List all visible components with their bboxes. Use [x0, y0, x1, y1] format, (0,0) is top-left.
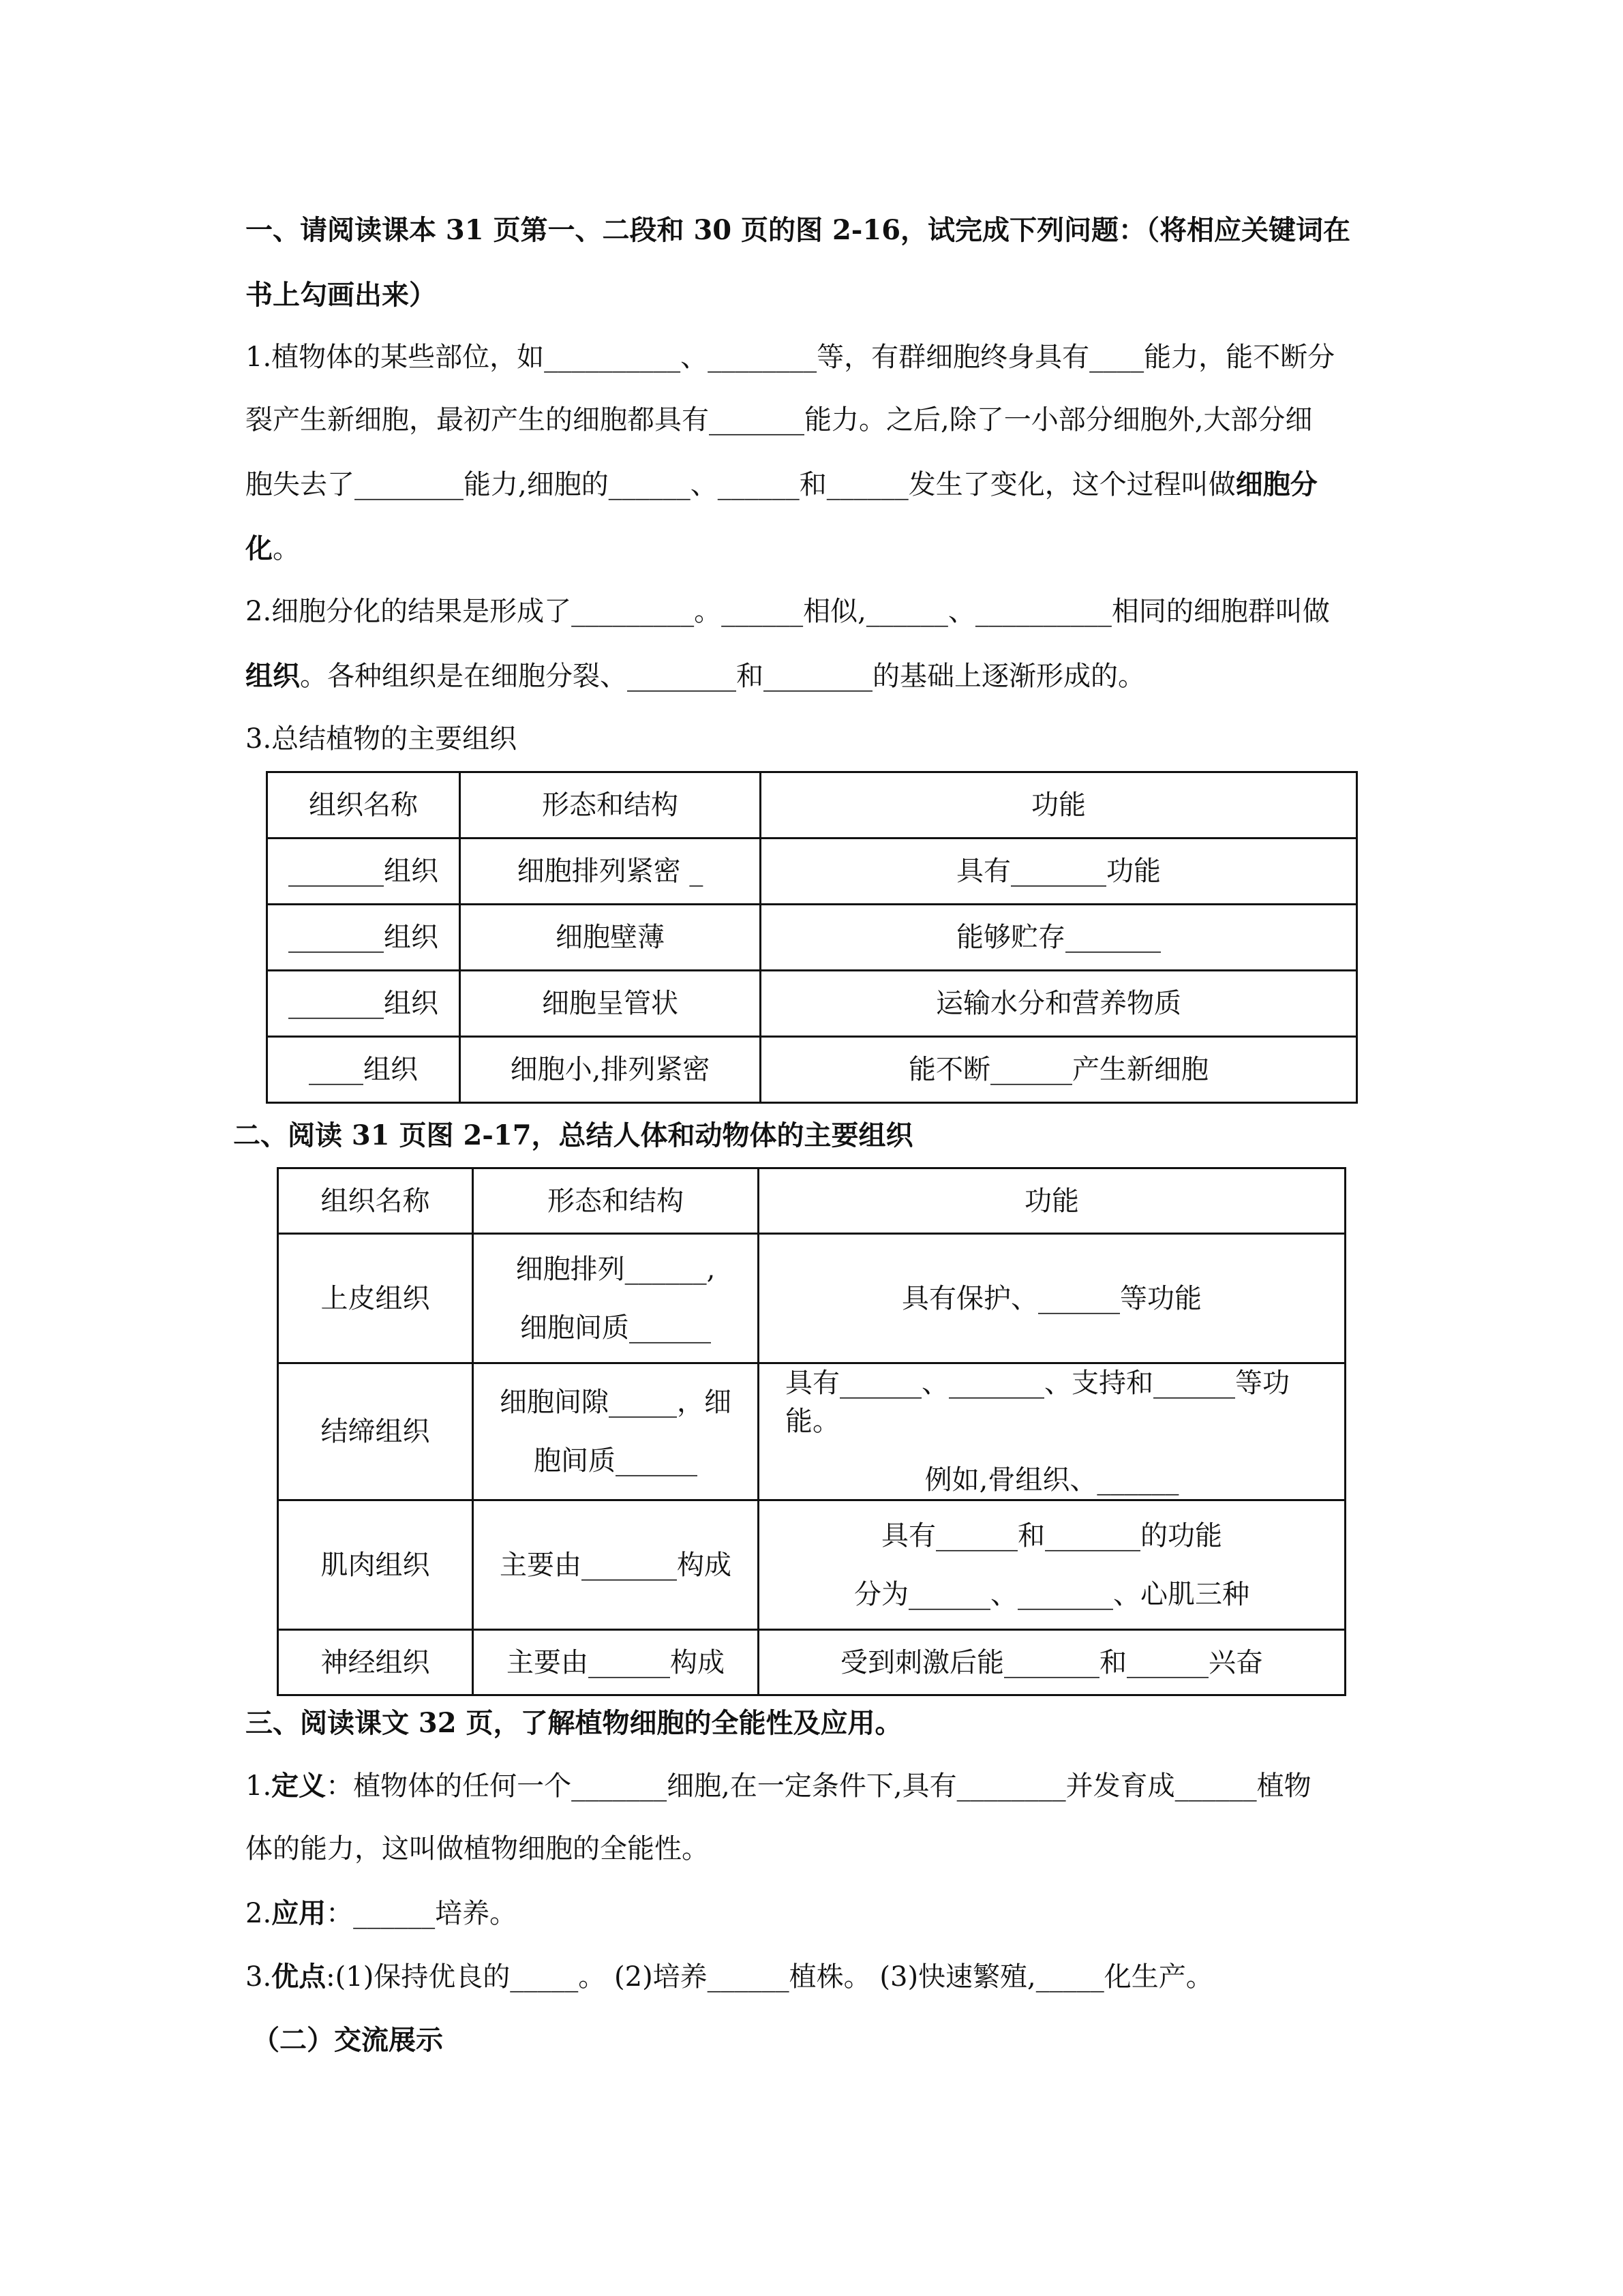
function-line1: 具有______、_______、支持和______等功能。 [785, 1368, 1290, 1437]
q1-line3-text: 胞失去了________能力,细胞的______、______和______发生了变化，这个过程叫做 [245, 469, 1236, 500]
q1-line1: 1.植物体的某些部位，如__________、________等，有群细胞终身具有____能力，能不断分 [245, 342, 1335, 373]
header-tissue-name: 组织名称 [278, 1168, 473, 1234]
form-structure-cell: 主要由_______构成 [473, 1500, 759, 1630]
table-row [278, 1363, 1346, 1500]
tissue-name-cell: _______组织 [267, 839, 460, 905]
table-row [267, 839, 1357, 905]
section2-heading: 二、阅读 31 页图 2-17，总结人体和动物体的主要组织 [233, 1119, 913, 1151]
table-row [278, 1630, 1346, 1695]
q2-line2 [245, 644, 1377, 709]
animal-tissue-table [277, 1167, 1346, 1696]
header-form-structure: 形态和结构 [460, 772, 761, 839]
function-line2: 分为______、_______、心肌三种 [854, 1578, 1249, 1610]
tissue-name-cell: 上皮组织 [278, 1234, 473, 1363]
header-function: 功能 [761, 772, 1357, 839]
definition-line2: 体的能力，这叫做植物细胞的全能性。 [245, 1833, 709, 1864]
form-structure-cell: 细胞呈管状 [460, 971, 761, 1037]
application-label: 应用 [271, 1897, 327, 1929]
table-row [278, 1234, 1346, 1363]
term-tissue: 组织 [245, 660, 300, 692]
form-line2: 胞间质______ [534, 1445, 697, 1477]
table-row [267, 971, 1357, 1037]
function-cell: 能够贮存_______ [761, 905, 1357, 971]
function-cell: 能不断______产生新细胞 [761, 1037, 1357, 1103]
form-structure-cell: 细胞排列紧密 _ [460, 839, 761, 905]
function-cell [759, 1363, 1346, 1500]
q1-line4 [245, 516, 1377, 581]
section3-heading: 三、阅读课文 32 页，了解植物细胞的全能性及应用。 [245, 1707, 902, 1739]
q1-line4-punct: 。 [273, 533, 300, 564]
plant-table-header [267, 772, 1357, 839]
header-form-structure: 形态和结构 [473, 1168, 759, 1234]
table-row [278, 1500, 1346, 1630]
tissue-name-cell: 肌肉组织 [278, 1500, 473, 1630]
advantages-text: :(1)保持优良的_____。 (2)培养______植株。 (3)快速繁殖,_____化生产。 [326, 1961, 1213, 1993]
tissue-name-cell: 神经组织 [278, 1630, 473, 1695]
definition-label: 定义 [271, 1770, 327, 1802]
application-number: 2. [245, 1898, 272, 1929]
section1-heading-line1: 一、请阅读课本 31 页第一、二段和 30 页的图 2-16，试完成下列问题：（将相应关键词在 [245, 214, 1351, 246]
form-structure-cell: 细胞壁薄 [460, 905, 761, 971]
application-text: ：______培养。 [326, 1898, 517, 1929]
advantages-line [245, 1944, 1377, 2010]
section4-heading: （二）交流展示 [252, 2024, 443, 2056]
form-structure-cell: 主要由______构成 [473, 1630, 759, 1695]
q3-line: 3.总结植物的主要组织 [245, 723, 517, 755]
function-cell: 具有_______功能 [761, 839, 1357, 905]
header-tissue-name: 组织名称 [267, 772, 460, 839]
tissue-name-cell: _______组织 [267, 905, 460, 971]
definition-number: 1. [245, 1770, 272, 1802]
table-row [267, 905, 1357, 971]
form-line1: 细胞间隙_____，细 [500, 1387, 731, 1418]
form-structure-cell: 细胞小,排列紧密 [460, 1037, 761, 1103]
form-line1: 细胞排列______, [515, 1253, 716, 1285]
advantages-number: 3. [245, 1961, 272, 1993]
term-cell-differentiation-end: 化 [245, 532, 273, 564]
tissue-name-cell: 结缔组织 [278, 1363, 473, 1500]
q2-line2-text: 。各种组织是在细胞分裂、________和________的基础上逐渐形成的。 [300, 661, 1145, 692]
q1-line3 [245, 452, 1377, 517]
form-structure-cell [473, 1363, 759, 1500]
header-function: 功能 [759, 1168, 1346, 1234]
function-cell: 具有保护、______等功能 [759, 1234, 1346, 1363]
animal-table-header [278, 1168, 1346, 1234]
section1-heading-line2: 书上勾画出来） [245, 279, 436, 311]
form-structure-cell [473, 1234, 759, 1363]
definition-text: ：植物体的任何一个_______细胞,在一定条件下,具有________并发育成______植物 [326, 1770, 1311, 1802]
function-line1: 具有______和_______的功能 [881, 1520, 1222, 1552]
term-cell-differentiation: 细胞分 [1235, 468, 1318, 500]
q1-line2: 裂产生新细胞，最初产生的细胞都具有_______能力。之后,除了一小部分细胞外,大部分细 [245, 404, 1313, 436]
q2-line1: 2.细胞分化的结果是形成了_________。______相似,______、__________相同的细胞群叫做 [245, 596, 1330, 627]
advantages-label: 优点 [271, 1961, 327, 1993]
function-cell [759, 1500, 1346, 1630]
tissue-name-cell: _______组织 [267, 971, 460, 1037]
function-cell: 受到刺激后能_______和______兴奋 [759, 1630, 1346, 1695]
function-line2: 例如,骨组织、______ [924, 1464, 1179, 1496]
function-cell: 运输水分和营养物质 [761, 971, 1357, 1037]
definition-line1 [245, 1753, 1377, 1819]
plant-tissue-table [266, 771, 1358, 1104]
application-line [245, 1881, 1377, 1946]
form-line2: 细胞间质______ [520, 1312, 711, 1344]
tissue-name-cell: ____组织 [267, 1037, 460, 1103]
table-row [267, 1037, 1357, 1103]
